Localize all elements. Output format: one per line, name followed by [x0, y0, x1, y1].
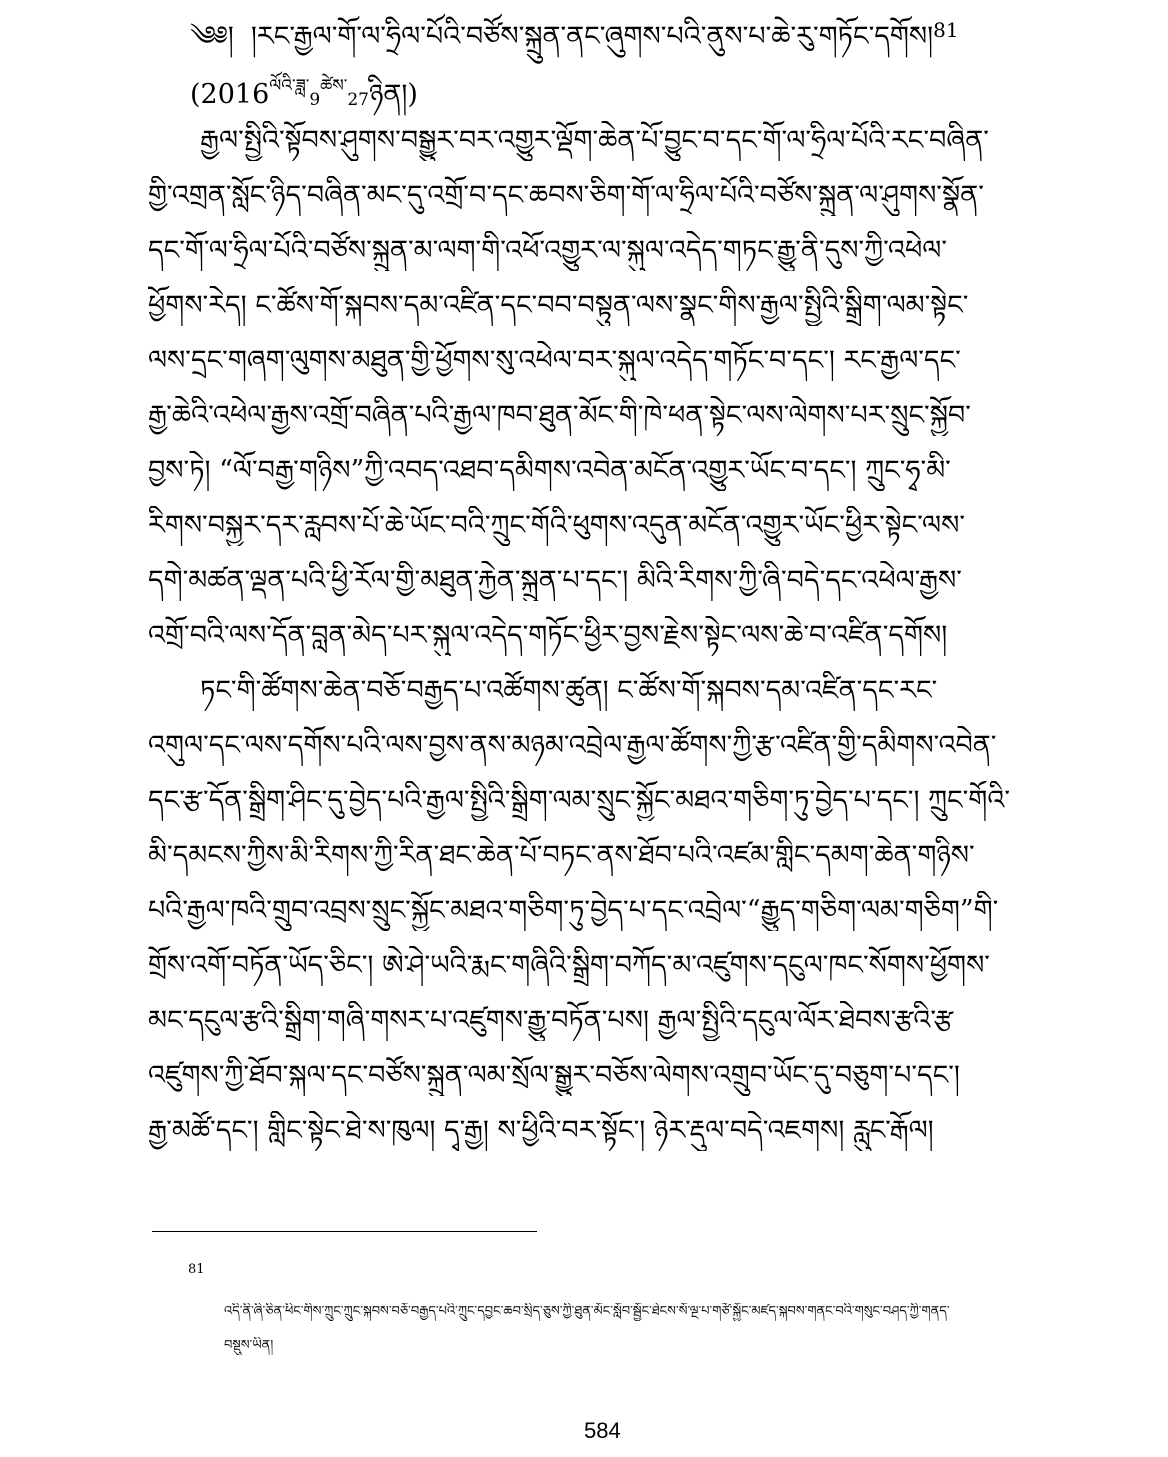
page-number: 584: [584, 1418, 621, 1443]
paragraph-line: ལས་དྲང་གཞག་ལུགས་མཐུན་གྱི་ཕྱོགས་སུ་འཕེལ་བར་སྐུལ་འདེད་གཏོང་བ་དང་། རང་རྒྱལ་དང་: [148, 345, 961, 376]
paragraph-line: འགུལ་དང་ལས་དགོས་པའི་ལས་བྱས་ནས་མཉམ་འབྲེལ་རྒྱལ་ཚོགས་ཀྱི་རྩ་འཛིན་གྱི་དམིགས་འབེན་: [148, 730, 997, 761]
paragraph-line: ཕྱོགས་རེད། ང་ཚོས་གོ་སྐབས་དམ་འཛིན་དང་བབ་བསྟུན་ལས་སྣང་གིས་རྒྱལ་སྤྱིའི་སྒྲིག་ལམ་སྟེང་: [148, 290, 969, 321]
section-title: [190, 10, 959, 57]
date-year: 2016: [200, 79, 270, 110]
date-day: 27: [347, 90, 369, 110]
footnote-number: 81: [188, 1262, 205, 1277]
date-month-word: ཟླ་: [295, 76, 310, 96]
footnote-reference[interactable]: 81: [933, 18, 959, 42]
title-text: །རང་རྒྱལ་གོ་ལ་ཧྲིལ་པོའི་བཙོས་སྐྲུན་ནང་ཞུགས་པའི་ནུས་པ་ཆེ་རུ་གཏོང་དགོས།: [250, 21, 934, 52]
paragraph-line: གྲོས་འགོ་བཏོན་ཡོད་ཅིང་། ཨེ་ཤེ་ཡའི་རྨང་གཞིའི་སྒྲིག་བཀོད་མ་འཛུགས་དངུལ་ཁང་སོགས་ཕྱོགས་: [148, 950, 990, 981]
date-open-paren: (: [190, 79, 201, 110]
paragraph-line: རྒྱ་ཆེའི་འཕེལ་རྒྱས་འགྲོ་བཞིན་པའི་རྒྱལ་ཁབ་ཐུན་མོང་གི་ཁེ་ཕན་སྟེང་ལས་ལེགས་པར་སྲུང་སྐྱོབ་: [148, 400, 971, 431]
paragraph-line: མི་དམངས་ཀྱིས་མི་རིགས་ཀྱི་རིན་ཐང་ཆེན་པོ་བཏང་ནས་ཐོབ་པའི་འཛམ་གླིང་དམག་ཆེན་གཉིས་: [148, 840, 975, 871]
paragraph-line: གྱི་འགྲན་སློང་ཉིད་བཞིན་མང་དུ་འགྲོ་བ་དང་ཆབས་ཅིག་གོ་ལ་ཧྲིལ་པོའི་བཙོས་སྐྲུན་ལ་ཤུགས་སྣོན་: [148, 180, 984, 211]
paragraph-line: དགེ་མཚན་ལྡན་པའི་ཕྱི་རོལ་གྱི་མཐུན་རྐྱེན་སྐྲུན་པ་དང་། མིའི་རིགས་ཀྱི་ཞི་བདེ་དང་འཕེལ་རྒྱས་: [148, 565, 962, 596]
paragraph-line: རྒྱ་མཚོ་དང་། གླིང་སྟེང་ཐེ་ས་ཁུལ། དྭ་རྒྱ། ས་ཕྱིའི་བར་སྟོང་། ཉེར་རྡུལ་བདེ་འཇགས། རླུང་རྒོལ།: [148, 1115, 934, 1146]
paragraph-line: པའི་རྒྱལ་ཁའི་གྲུབ་འབྲས་སྲུང་སྐྱོང་མཐའ་གཅིག་ཏུ་བྱེད་པ་དང་འབྲེལ་“རྒྱུད་གཅིག་ལམ་གཅིག”གི་: [148, 895, 999, 926]
paragraph-line: དང་རྩ་དོན་སྒྲིག་ཤིང་དུ་བྱེད་པའི་རྒྱལ་སྤྱིའི་སྒྲིག་ལམ་སྲུང་སྐྱོང་མཐའ་གཅིག་ཏུ་བྱེད་པ་དང་། ཀྲུང་གོའི་: [148, 785, 1010, 816]
paragraph-line: རིགས་བསྐྱར་དར་རླབས་པོ་ཆེ་ཡོང་བའི་ཀྲུང་གོའི་ཕུགས་འདུན་མངོན་འགྱུར་ཡོང་ཕྱིར་སྟེང་ལས་: [148, 510, 966, 541]
date-day-word: ཚེས་: [320, 76, 348, 96]
footnote-separator: [152, 1231, 537, 1232]
footnote-text: འདི་ནི་ཞི་ཅིན་ཕིང་གིས་ཀྲུང་ཀྲུང་སྐབས་བཅོ་བརྒྱད་པའི་ཀྲུང་དབྱང་ཆབ་སྲིད་ཅུས་ཀྱི་ཐུན་མོང་སློབ་སྦྱོང་ཐེངས་སོ་ལྔ་པ་གཙོ་སྐྱོང་མཛད་སྐབས་གནང་བའི་གསུང་བཤད་ཀྱི་གནད་: [224, 1304, 950, 1319]
paragraph-line: འགྲོ་བའི་ལས་དོན་བླན་མེད་པར་སྐུལ་འདེད་གཏོང་ཕྱིར་བྱས་རྗེས་སྟེང་ལས་ཆེ་བ་འཛིན་དགོས།: [148, 620, 948, 651]
paragraph-line: རྒྱལ་སྤྱིའི་སྟོབས་ཤུགས་བསྒྱུར་བར་འགྱུར་ལྡོག་ཆེན་པོ་བྱུང་བ་དང་གོ་ལ་ཧྲིལ་པོའི་རང་བཞིན་: [200, 125, 989, 156]
paragraph-line: བྱས་ཏེ། “ལོ་བརྒྱ་གཉིས”ཀྱི་འབད་འཐབ་དམིགས་འབེན་མངོན་འགྱུར་ཡོང་བ་དང་། ཀྲུང་ཧྭ་མི་: [148, 455, 951, 486]
title-date: [190, 66, 418, 120]
paragraph-line: འཛུགས་ཀྱི་ཐོབ་སྐལ་དང་བཙོས་སྐྲུན་ལམ་སྲོལ་སྒྱུར་བཅོས་ལེགས་འགྲུབ་ཡོང་དུ་བཅུག་པ་དང་།: [148, 1060, 960, 1091]
paragraph-line: ཏང་གི་ཚོགས་ཆེན་བཅོ་བརྒྱད་པ་འཚོགས་ཚུན། ང་ཚོས་གོ་སྐབས་དམ་འཛིན་དང་རང་: [200, 675, 938, 706]
date-close: ཉིན།): [368, 79, 418, 110]
date-year-suffix: ལོའི་: [269, 76, 296, 96]
date-month: 9: [309, 90, 321, 110]
footnote-text: བསྡུས་ཡིན།: [224, 1338, 274, 1353]
paragraph-line: མང་དངུལ་རྩའི་སྒྲིག་གཞི་གསར་པ་འཛུགས་རྒྱུ་བཏོན་པས། རྒྱལ་སྤྱིའི་དངུལ་ལོར་ཐེབས་རྩའི་རྩ: [148, 1005, 954, 1036]
paragraph-line: དང་གོ་ལ་ཧྲིལ་པོའི་བཙོས་སྐྲུན་མ་ལག་གི་འཕོ་འགྱུར་ལ་སྐུལ་འདེད་གཏང་རྒྱུ་ནི་དུས་ཀྱི་འཕེལ་: [148, 235, 948, 266]
section-mark: ༄༅།: [190, 21, 234, 52]
